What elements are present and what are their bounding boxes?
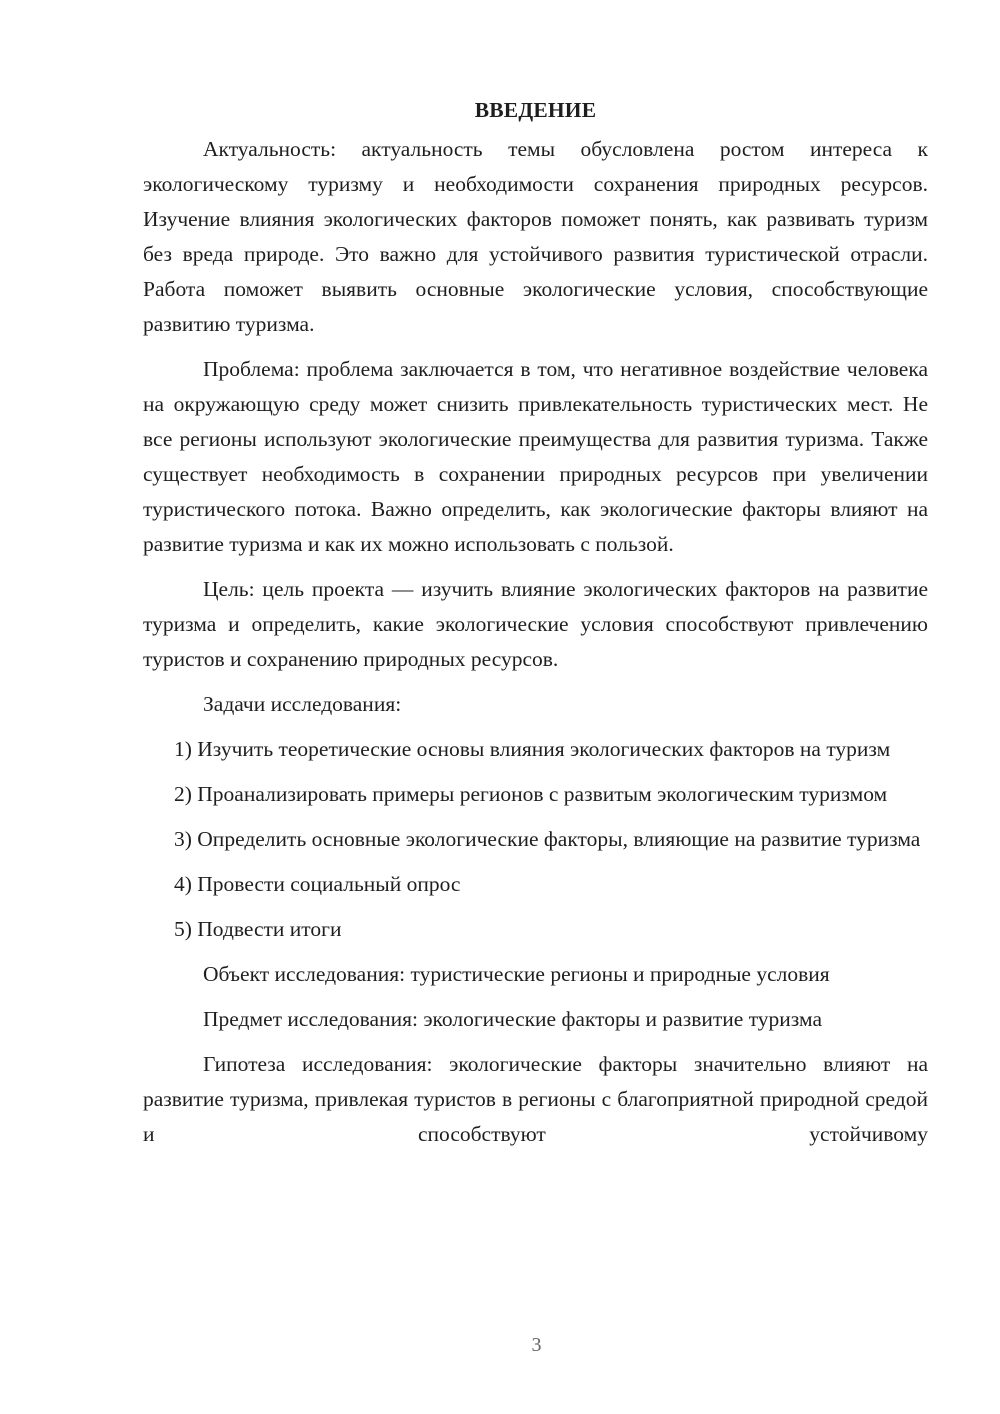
- task-item-4: 4) Провести социальный опрос: [174, 872, 461, 896]
- page-title: ВВЕДЕНИЕ: [474, 98, 597, 122]
- hypothesis-paragraph: Гипотеза исследования: экологические факторы значительно влияют на развитие туризма, привлекая туристов в регионы с благоприятной природной средой и способствуют устойчивому: [143, 1052, 928, 1146]
- goal-paragraph: Цель: цель проекта — изучить влияние экологических факторов на развитие туризма и определить, какие экологические условия способствуют привлечению туристов и сохранению природных ресурсов.: [143, 577, 928, 671]
- task-item-3: 3) Определить основные экологические факторы, влияющие на развитие туризма: [174, 827, 921, 851]
- task-item-2: 2) Проанализировать примеры регионов с развитым экологическим туризмом: [174, 782, 888, 806]
- task-item-5: 5) Подвести итоги: [174, 917, 342, 941]
- research-subject: Предмет исследования: экологические факторы и развитие туризма: [203, 1007, 822, 1031]
- tasks-heading: Задачи исследования:: [203, 692, 402, 716]
- problem-paragraph: Проблема: проблема заключается в том, что негативное воздействие человека на окружающую среду может снизить привлекательность туристических мест. Не все регионы используют экологические преимущества для развития туризма. Также существует необходимость в сохранении природных ресурсов при увеличении туристического потока. Важно определить, как экологические факторы влияют на развитие туризма и как их можно использовать с пользой.: [143, 357, 928, 556]
- page-number: 3: [531, 1334, 542, 1356]
- relevance-paragraph: Актуальность: актуальность темы обусловлена ростом интереса к экологическому туризму и необходимости сохранения природных ресурсов. Изучение влияния экологических факторов поможет понять, как развивать туризм без вреда природе. Это важно для устойчивого развития туристической отрасли. Работа поможет выявить основные экологические условия, способствующие развитию туризма.: [143, 137, 928, 336]
- task-item-1: 1) Изучить теоретические основы влияния экологических факторов на туризм: [174, 737, 891, 761]
- document-page: [143, 93, 928, 1162]
- research-object: Объект исследования: туристические регионы и природные условия: [203, 962, 830, 986]
